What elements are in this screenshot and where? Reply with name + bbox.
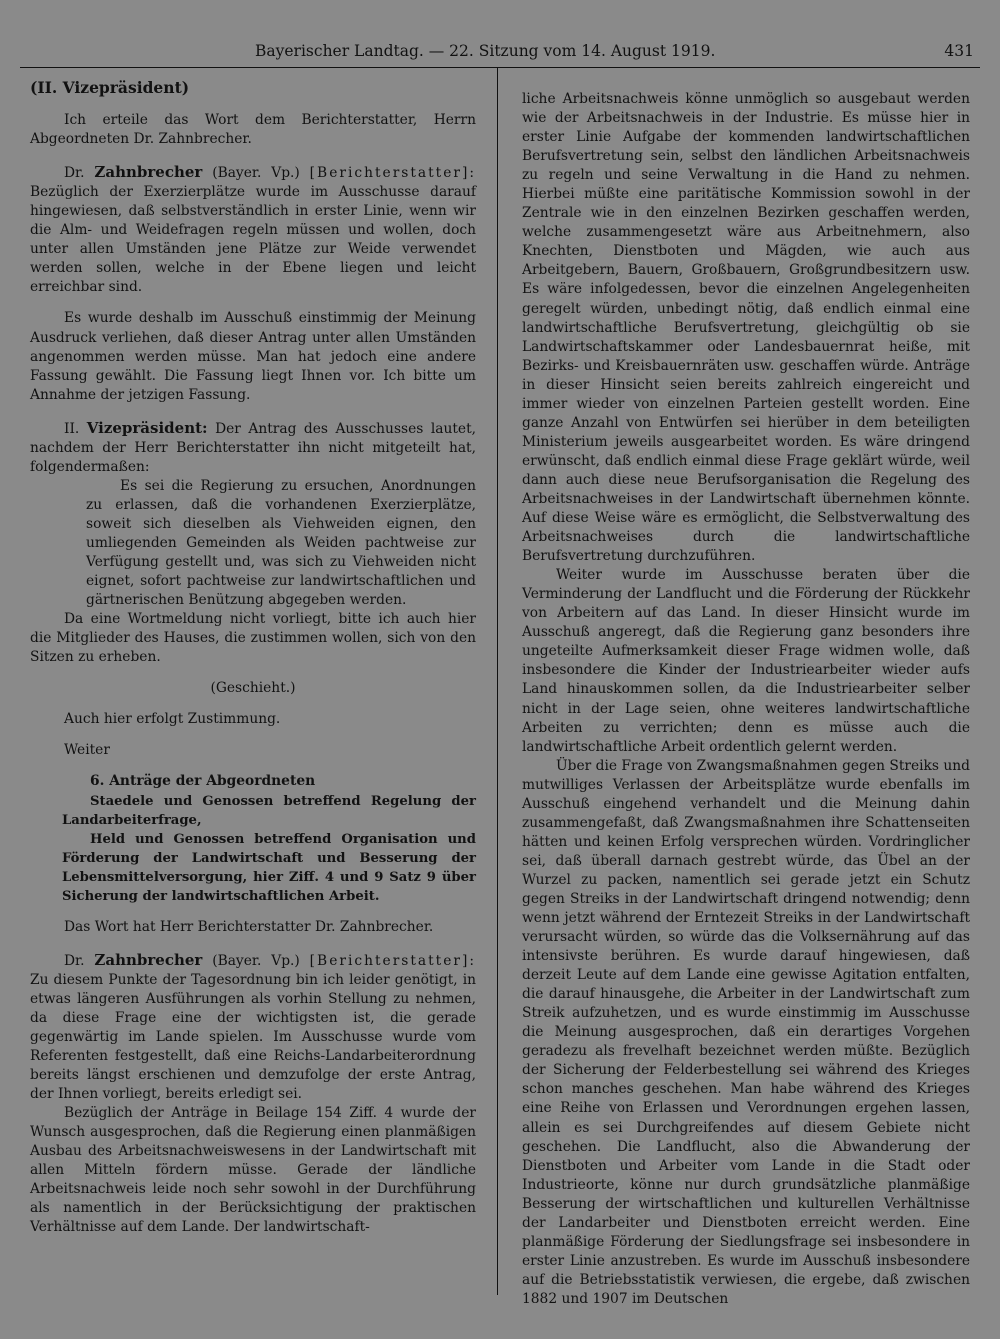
paragraph: Auch hier erfolgt Zustimmung. [64, 711, 281, 728]
paragraph: Über die Frage von Zwangsmaßnahmen gegen Streiks und mutwilliges Verlassen der Arbeitsplätze wurde ebenfalls im Ausschuß eingehend verhandelt und die Meinung dahin zusammengefaßt, daß Zwangsmaßnahmen ihre Schattenseiten hätten und keinen Erfolg versprechen würden. Vordringlicher sei, daß überall darnach gestrebt würde, das Übel an der Wurzel zu packen, namentlich sei gerade jetzt ein Schutz gegen Streiks in der Landwirtschaft dringend notwendig; denn wenn jetzt während der Erntezeit Streiks in der Landwirtschaft verursacht würden, so würde das die Volksernährung auf das intensivste berühren. Es wurde darauf hingewiesen, daß derzeit Leute auf dem Lande eine gewisse Agitation entfalten, die darauf hinausgehe, die Arbeiter in der Landwirtschaft zum Streik aufzuhetzen, und es wurde einstimmig im Ausschusse die Meinung ausgesprochen, daß ein derartiges Vorgehen geradezu als frevelhaft bezeichnet werden müßte. Bezüglich der Sicherung der Felderbestellung sei während des Krieges schon manches geschehen. Man habe während des Krieges eine Reihe von Erlassen und Verordnungen ergehen lassen, allein es sei Durchgreifendes auf diesem Gebiete nicht geschehen. Die Landflucht, also die Abwanderung der Dienstboten und Arbeiter vom Lande in die Stadt oder Industrieorte, könne nur durch grundsätzliche planmäßige Besserung der wirtschaftlichen und kulturellen Verhältnisse der Landarbeiter und Dienstboten erreicht werden. Eine planmäßige Förderung der Siedlungsfrage sei insbesondere in erster Linie anzustreben. Es wurde im Ausschuß insbesondere auf die Betriebsstatistik verwiesen, die ergebe, daß zwischen 1882 und 1907 im Deutschen [522, 757, 970, 1307]
motion-quote: Es sei die Regierung zu ersuchen, Anordnungen zu erlassen, daß die vorhandenen Exerzierplätze, soweit sich dieselben als Viehweiden eignen, den umliegenden Gemeinden als Weiden pachtweise zur Verfügung gestellt und, was sich zu Viehweiden nicht eignet, sofort pachtweise zur landwirtschaftlichen und gärtnerischen Benützung abgegeben werden. [86, 477, 476, 609]
speaker-name: Vizepräsident: [86, 418, 208, 437]
right-column [522, 90, 970, 1307]
speech-paragraph [30, 419, 476, 477]
section-heading: (II. Vizepräsident) [30, 78, 190, 97]
paragraph: Das Wort hat Herr Berichterstatter Dr. Zahnbrecher. [64, 918, 434, 935]
speaker-name: Zahnbrecher [94, 163, 203, 182]
column-divider [497, 67, 498, 1295]
running-header [20, 42, 980, 68]
speaker-title: Dr. [64, 952, 85, 969]
paragraph: Weiter [64, 742, 110, 759]
speech-paragraph [30, 951, 476, 1104]
paragraph: Da eine Wortmeldung nicht vorliegt, bitte ich auch hier die Mitglieder des Hauses, die zustimmen wollen, sich von den Sitzen zu erheben. [30, 611, 476, 666]
speaker-party: (Bayer. Vp.) [212, 952, 300, 969]
speech-paragraph [30, 163, 476, 297]
speaker-role: [Berichterstatter]: [309, 952, 477, 969]
paragraph: Weiter wurde im Ausschusse beraten über die Verminderung der Landflucht und die Förderung der Rückkehr von Arbeitern auf das Land. In dieser Hinsicht wurde im Ausschuß angeregt, daß die Regierung ganz besonders ihre ungeteilte Aufmerksamkeit dieser Frage widmen wolle, daß insbesondere die Kinder der Industriearbeiter wieder aufs Land hinauskommen sollen, da die Industriearbeiter selber nicht in der Lage seien, ohne weiteres landwirtschaftliche Arbeiten zu verrichten; denn es müsse auch die landwirtschaftliche Arbeit ordentlich gelernt werden. [522, 567, 970, 755]
speaker-title: Dr. [64, 165, 85, 182]
speaker-name: Zahnbrecher [94, 950, 203, 969]
paragraph: Bezüglich der Anträge in Beilage 154 Ziff. 4 wurde der Wunsch ausgesprochen, daß die Regierung einen planmäßigen Ausbau des Arbeitsnachweiswesens in der Landwirtschaft mit allen Mitteln fördern müsse. Gerade der ländliche Arbeitsnachweis leide noch sehr sowohl in der Durchführung als namentlich in der Berücksichtigung der praktischen Verhältnisse auf dem Lande. Der landwirtschaft- [30, 1105, 476, 1236]
speaker-prefix: II. [64, 420, 80, 437]
agenda-item-motion: Staedele und Genossen betreffend Regelung der Landarbeiterfrage, [62, 793, 476, 828]
speech-text: Bezüglich der Exerzierplätze wurde im Ausschusse darauf hingewiesen, daß selbstverständlich in erster Linie, wenn wir die Alm- und Weidefragen regeln müssen und wollen, doch unter allen Umständen jene Plätze zur Weide verwendet werden sollen, welche in der Ebene liegen und leicht erreichbar sind. [30, 184, 476, 296]
page-number: 431 [944, 42, 974, 60]
speaker-party: (Bayer. Vp.) [212, 165, 300, 182]
paragraph: liche Arbeitsnachweis könne unmöglich so ausgebaut werden wie der Arbeitsnachweis in der Industrie. Es müsse hier in erster Linie Aufgabe der kommenden landwirtschaftlichen Berufsvertretung sein, selbst den ländlichen Arbeitsnachweis zu regeln und seine Verwaltung in die Hand zu nehmen. Hierbei müßte eine paritätische Kommission sowohl in der Zentrale wie in den einzelnen Bezirken geschaffen werden, welche zusammengesetzt wäre aus Arbeitnehmern, also Knechten, Dienstboten und Mägden, wie auch aus Arbeitgebern, Bauern, Großbauern, Großgrundbesitzern usw. Es wäre infolgedessen, bevor die einzelnen Angelegenheiten geregelt würden, unbedingt nötig, daß endlich einmal eine landwirtschaftliche Berufsvertretung, gleichgültig ob sie Landwirtschaftskammer oder Landesbauernrat heiße, mit Bezirks- und Kreisbauernräten usw. geschaffen würde. Anträge in dieser Hinsicht seien bereits zahlreich eingereicht und immer wieder von einzelnen Parteien gestellt worden. Eine ganze Anzahl von Entwürfen sei hierüber in dem beteiligten Ministerium jeweils ausgearbeitet worden. Es wäre dringend erwünscht, daß endlich einmal diese Frage geklärt würde, weil dann auch diese neue Berufsorganisation die Regelung des Arbeitsnachweises in der Landwirtschaft übernehmen könnte. Auf diese Weise wäre es ermöglicht, die Selbstverwaltung des Arbeitsnachweises durch die landwirtschaftliche Berufsvertretung durchzuführen. [522, 91, 970, 565]
speaker-role: [Berichterstatter]: [309, 165, 477, 182]
paragraph: Es wurde deshalb im Ausschuß einstimmig der Meinung Ausdruck verliehen, daß dieser Antrag unter allen Umständen angenommen werden müsse. Man hat jedoch eine andere Fassung gewählt. Die Fassung liegt Ihnen vor. Ich bitte um Annahme der jetzigen Fassung. [30, 310, 476, 403]
left-column [30, 78, 476, 1288]
speech-text: Zu diesem Punkte der Tagesordnung bin ich leider genötigt, in etwas längeren Ausführungen als vorhin Stellung zu nehmen, da diese Frage eine der wichtigsten ist, die gerade gegenwärtig im Lande spielen. Im Ausschusse wurde vom Referenten festgestellt, daß eine Reichs-Landarbeiterordnung bereits längst erschienen und demzufolge der erste Antrag, der Ihnen vorliegt, bereits erledigt sei. [30, 971, 476, 1103]
paragraph: Ich erteile das Wort dem Berichterstatter, Herrn Abgeordneten Dr. Zahnbrecher. [30, 112, 476, 148]
running-title: Bayerischer Landtag. — 22. Sitzung vom 14. August 1919. [255, 42, 716, 60]
header-rule [20, 67, 980, 68]
agenda-item-heading: 6. Anträge der Abgeordneten [90, 773, 316, 790]
stage-direction: (Geschieht.) [210, 680, 296, 697]
speech-text: Der Antrag des Ausschusses lautet, nachdem der Herr Berichterstatter ihn nicht mitgeteilt hat, folgendermaßen: [30, 420, 476, 475]
agenda-item-motion: Held und Genossen betreffend Organisation und Förderung der Landwirtschaft und Besserung der Lebensmittelversorgung, hier Ziff. 4 und 9 Satz 9 über Sicherung der landwirtschaftlichen Arbeit. [62, 831, 476, 904]
